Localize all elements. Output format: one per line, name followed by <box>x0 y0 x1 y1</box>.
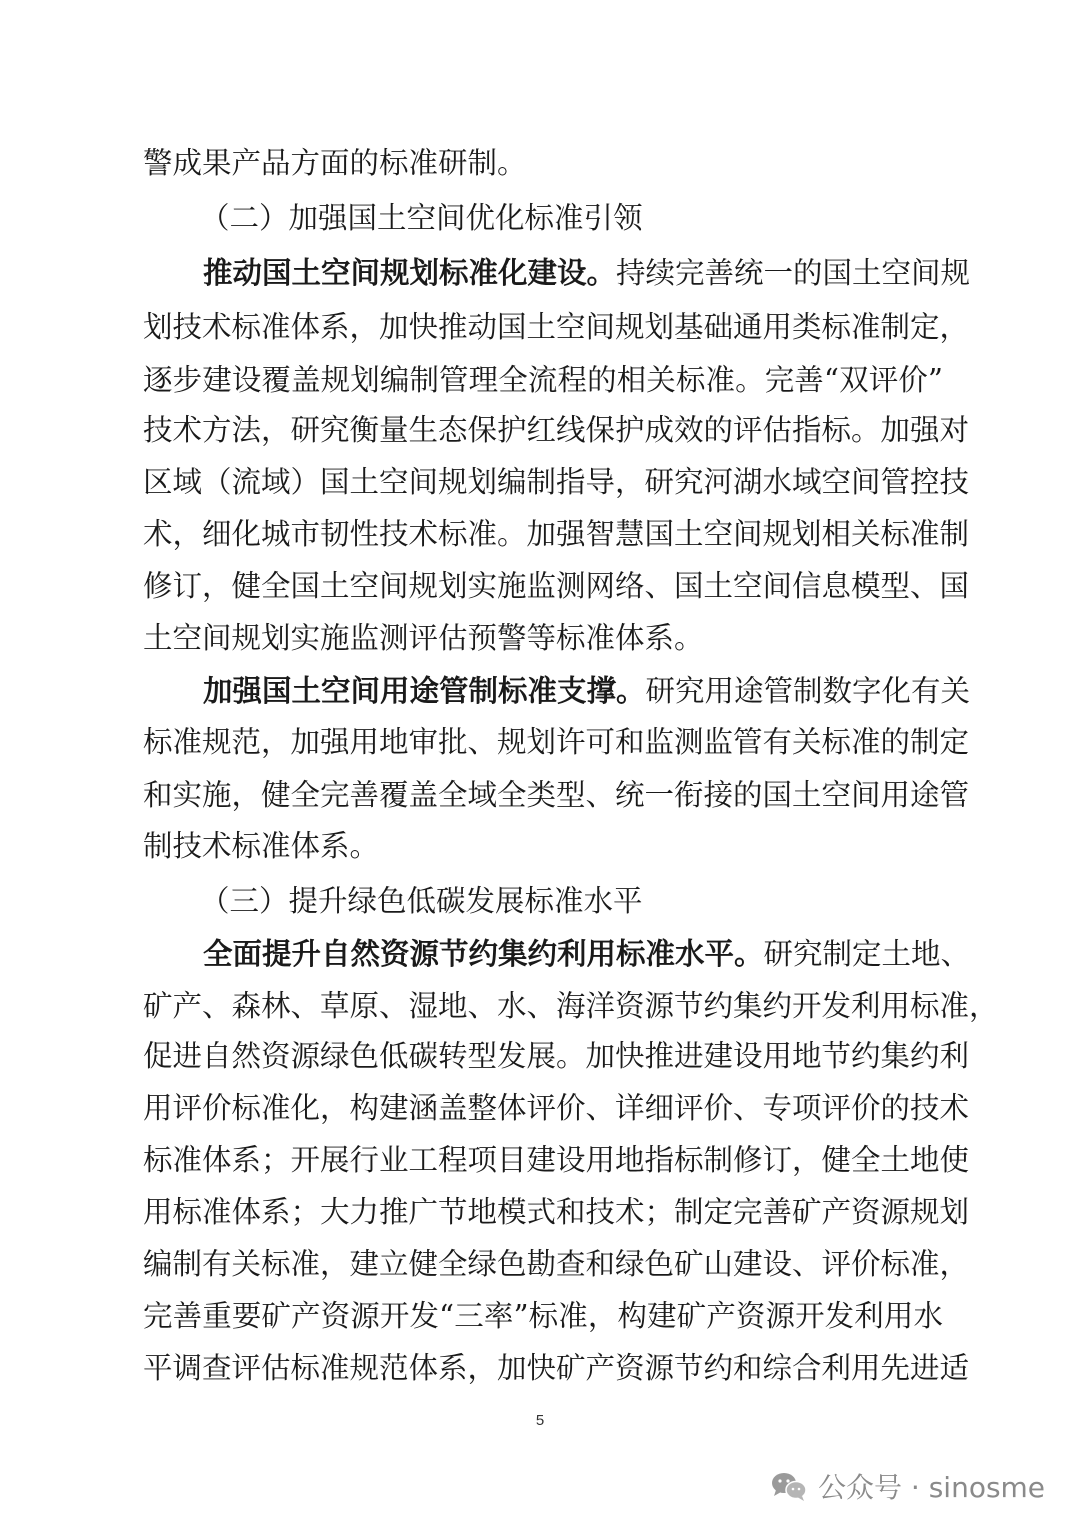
text-line: 术，细化城市韧性技术标准。加强智慧国土空间规划相关标准制 <box>143 517 970 551</box>
text-line <box>203 934 971 974</box>
text-line: 矿产、森林、草原、湿地、水、海洋资源节约集约开发利用标准， <box>143 989 999 1023</box>
text-line: 和实施，健全完善覆盖全域全类型、统一衔接的国土空间用途管 <box>143 778 970 812</box>
text-line: 完善重要矿产资源开发“三率”标准，构建矿产资源开发利用水 <box>143 1299 943 1333</box>
text-line: 区域（流域）国土空间规划编制指导，研究河湖水域空间管控技 <box>143 465 970 499</box>
text-line: 技术方法，研究衡量生态保护红线保护成效的评估指标。加强对 <box>143 413 970 447</box>
text-run: 研究制定土地、 <box>763 937 971 971</box>
text-run: 持续完善统一的国土空间规 <box>616 256 971 290</box>
text-line: 标准规范，加强用地审批、规划许可和监测监管有关标准的制定 <box>143 725 970 759</box>
text-run: 研究用途管制数字化有关 <box>645 674 971 708</box>
text-line: 用评价标准化，构建涵盖整体评价、详细评价、专项评价的技术 <box>143 1091 970 1125</box>
text-line: 编制有关标准，建立健全绿色勘查和绿色矿山建设、评价标准， <box>143 1247 970 1281</box>
bold-lead: 全面提升自然资源节约集约利用标准水平。 <box>203 936 764 971</box>
text-line: 土空间规划实施监测评估预警等标准体系。 <box>143 621 704 655</box>
text-line: 用标准体系；大力推广节地模式和技术；制定完善矿产资源规划 <box>143 1195 970 1229</box>
text-line: 标准体系；开展行业工程项目建设用地指标制修订，健全土地使 <box>143 1143 970 1177</box>
text-line: 修订，健全国土空间规划实施监测网络、国土空间信息模型、国 <box>143 569 970 603</box>
section-heading: （三）提升绿色低碳发展标准水平 <box>200 884 643 918</box>
text-line: 制技术标准体系。 <box>143 829 380 863</box>
text-line <box>203 671 971 711</box>
text-line: 逐步建设覆盖规划编制管理全流程的相关标准。完善“双评价” <box>143 363 943 397</box>
text-line: 警成果产品方面的标准研制。 <box>143 146 527 180</box>
bold-lead: 推动国土空间规划标准化建设。 <box>203 255 617 290</box>
text-line <box>203 253 971 293</box>
section-heading: （二）加强国土空间优化标准引领 <box>200 201 643 235</box>
bold-lead: 加强国土空间用途管制标准支撑。 <box>203 673 646 708</box>
text-line: 平调查评估标准规范体系，加快矿产资源节约和综合利用先进适 <box>143 1351 970 1385</box>
text-line: 促进自然资源绿色低碳转型发展。加快推进建设用地节约集约利 <box>143 1039 970 1073</box>
wechat-icon <box>770 1470 808 1502</box>
watermark <box>770 1464 1045 1508</box>
page-number: 5 <box>535 1412 545 1429</box>
text-line: 划技术标准体系，加快推动国土空间规划基础通用类标准制定， <box>143 310 970 344</box>
watermark-text: 公众号 · sinosme <box>818 1471 1046 1504</box>
